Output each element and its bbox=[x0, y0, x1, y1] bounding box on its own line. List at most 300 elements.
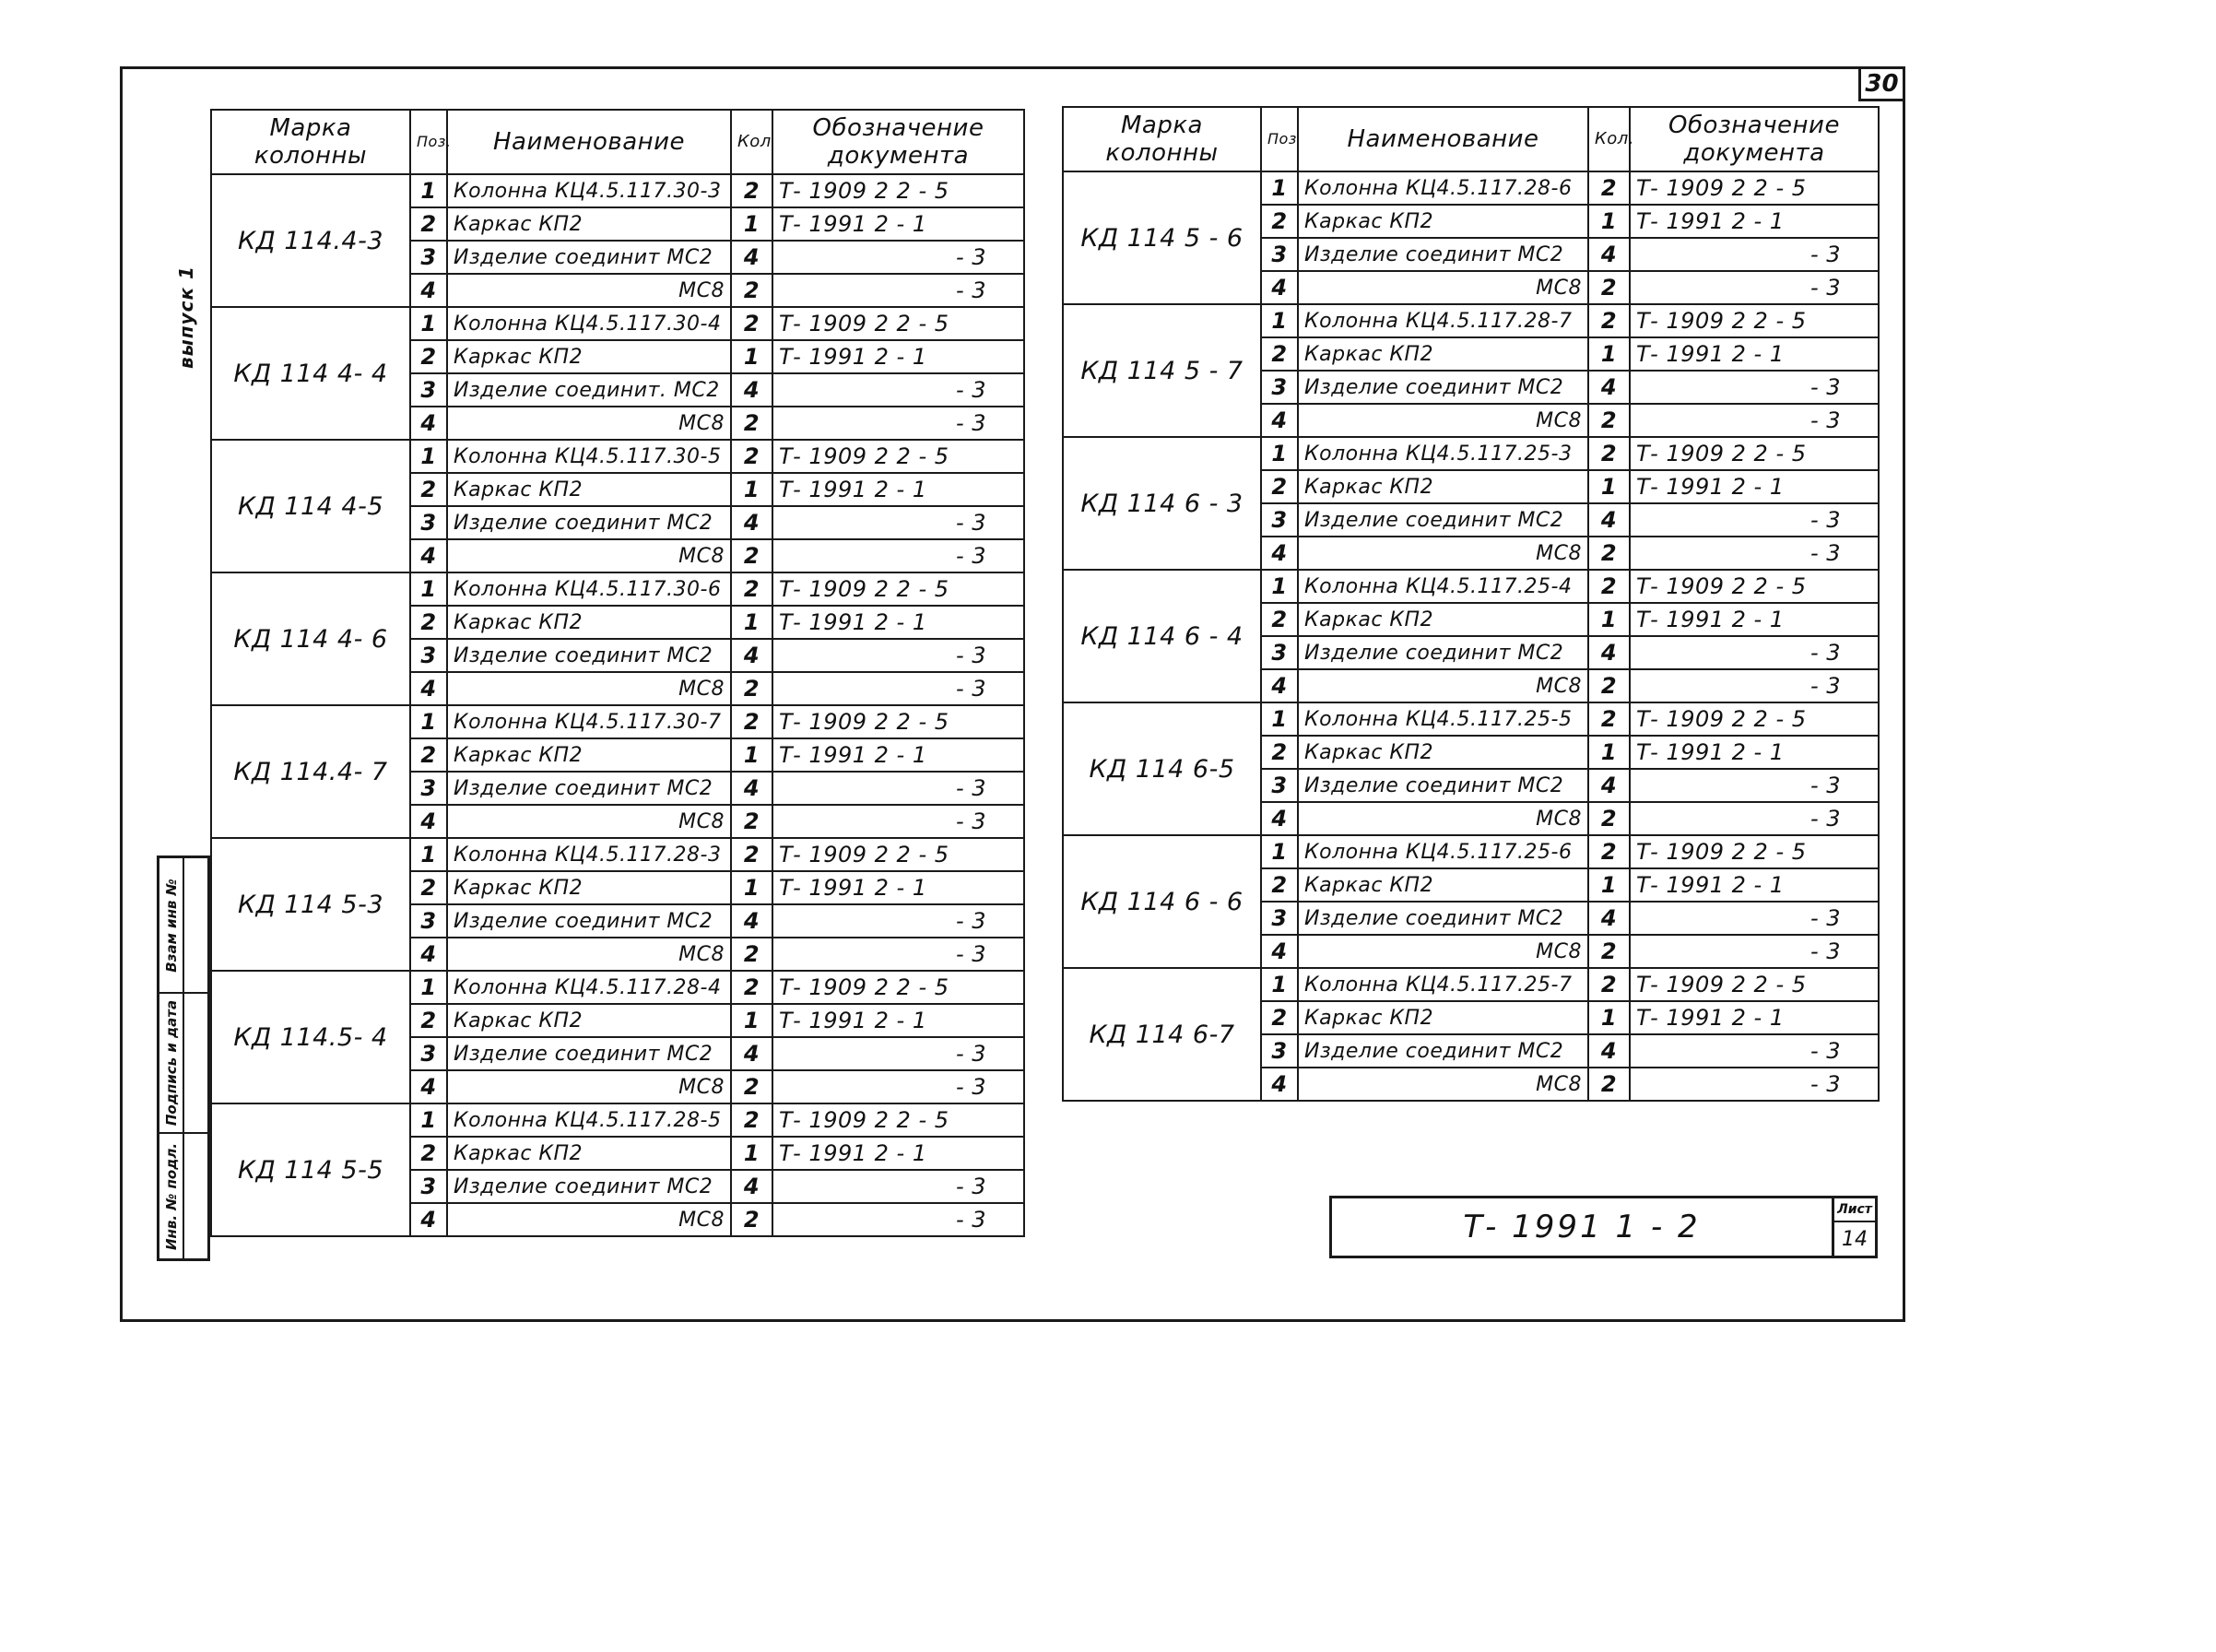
position-number: 3 bbox=[1261, 371, 1298, 404]
item-name: Каркас КП2 bbox=[1298, 470, 1588, 503]
item-name: Изделие соединит МС2 bbox=[1298, 636, 1588, 669]
position-number: 4 bbox=[410, 539, 447, 572]
table-row bbox=[1063, 835, 1879, 868]
item-quantity: 4 bbox=[731, 639, 772, 672]
header-mark: Марка колонны bbox=[1063, 107, 1261, 171]
document-designation: - 3 bbox=[772, 1170, 1024, 1203]
position-number: 4 bbox=[410, 805, 447, 838]
position-number: 3 bbox=[1261, 902, 1298, 935]
item-quantity: 4 bbox=[1588, 371, 1630, 404]
page-number: 30 bbox=[1858, 66, 1905, 101]
column-mark: КД 114 6-5 bbox=[1063, 702, 1261, 835]
position-number: 4 bbox=[1261, 935, 1298, 968]
item-name: Колонна КЦ4.5.117.28-4 bbox=[447, 971, 731, 1004]
item-quantity: 4 bbox=[1588, 1034, 1630, 1068]
table-row bbox=[1063, 437, 1879, 470]
item-name: Каркас КП2 bbox=[1298, 337, 1588, 371]
item-quantity: 2 bbox=[1588, 271, 1630, 304]
position-number: 1 bbox=[1261, 835, 1298, 868]
item-quantity: 2 bbox=[731, 1070, 772, 1103]
item-quantity: 1 bbox=[1588, 205, 1630, 238]
position-number: 1 bbox=[410, 174, 447, 207]
document-designation: - 3 bbox=[1630, 537, 1879, 570]
column-mark: КД 114.4- 7 bbox=[211, 705, 410, 838]
document-designation: Т- 1991 2 - 1 bbox=[772, 473, 1024, 506]
item-name: Колонна КЦ4.5.117.30-7 bbox=[447, 705, 731, 738]
document-designation: Т- 1991 2 - 1 bbox=[772, 606, 1024, 639]
item-quantity: 2 bbox=[1588, 669, 1630, 702]
document-designation: Т- 1909 2 2 - 5 bbox=[772, 307, 1024, 340]
position-number: 1 bbox=[1261, 570, 1298, 603]
position-number: 4 bbox=[410, 938, 447, 971]
item-name: Колонна КЦ4.5.117.25-5 bbox=[1298, 702, 1588, 736]
item-name: Изделие соединит МС2 bbox=[447, 639, 731, 672]
item-name: МС8 bbox=[447, 1203, 731, 1236]
item-name: Колонна КЦ4.5.117.25-6 bbox=[1298, 835, 1588, 868]
column-mark: КД 114 6 - 4 bbox=[1063, 570, 1261, 702]
item-name: Изделие соединит МС2 bbox=[447, 1170, 731, 1203]
item-name: Каркас КП2 bbox=[447, 738, 731, 772]
item-quantity: 1 bbox=[731, 738, 772, 772]
table-row bbox=[1063, 304, 1879, 337]
inv-no-label: Инв. № подл. bbox=[162, 1142, 180, 1250]
document-designation: - 3 bbox=[772, 506, 1024, 539]
table-row bbox=[211, 838, 1024, 871]
document-code: Т- 1991 1 - 2 bbox=[1332, 1198, 1834, 1256]
item-name: МС8 bbox=[1298, 537, 1588, 570]
position-number: 2 bbox=[410, 871, 447, 904]
header-doc: Обозначение документа bbox=[1630, 107, 1879, 171]
right-header-row bbox=[1063, 107, 1879, 171]
item-quantity: 2 bbox=[731, 539, 772, 572]
document-designation: - 3 bbox=[772, 938, 1024, 971]
position-number: 2 bbox=[1261, 868, 1298, 902]
item-quantity: 1 bbox=[1588, 1001, 1630, 1034]
left-specification-table bbox=[210, 109, 1025, 1237]
item-name: МС8 bbox=[1298, 669, 1588, 702]
item-quantity: 2 bbox=[731, 440, 772, 473]
item-quantity: 2 bbox=[1588, 171, 1630, 205]
position-number: 4 bbox=[1261, 404, 1298, 437]
item-name: Колонна КЦ4.5.117.30-5 bbox=[447, 440, 731, 473]
item-quantity: 1 bbox=[731, 606, 772, 639]
document-designation: Т- 1909 2 2 - 5 bbox=[1630, 437, 1879, 470]
table-row bbox=[1063, 171, 1879, 205]
position-number: 2 bbox=[1261, 736, 1298, 769]
right-specification-table bbox=[1062, 106, 1880, 1102]
item-quantity: 4 bbox=[731, 506, 772, 539]
header-pos: Поз. bbox=[410, 110, 447, 174]
item-quantity: 1 bbox=[731, 473, 772, 506]
item-name: МС8 bbox=[447, 539, 731, 572]
replacement-inv-label: Взам инв № bbox=[162, 878, 180, 973]
position-number: 2 bbox=[410, 738, 447, 772]
replacement-inv-value-cell bbox=[184, 858, 207, 994]
sheet-number-box bbox=[1834, 1198, 1875, 1256]
document-designation: Т- 1909 2 2 - 5 bbox=[772, 572, 1024, 606]
item-name: Колонна КЦ4.5.117.28-3 bbox=[447, 838, 731, 871]
item-name: Изделие соединит МС2 bbox=[447, 904, 731, 938]
header-mark: Марка колонны bbox=[211, 110, 410, 174]
item-quantity: 2 bbox=[1588, 1068, 1630, 1101]
document-designation: - 3 bbox=[1630, 271, 1879, 304]
position-number: 1 bbox=[410, 838, 447, 871]
document-designation: Т- 1991 2 - 1 bbox=[1630, 337, 1879, 371]
position-number: 1 bbox=[1261, 304, 1298, 337]
item-quantity: 1 bbox=[1588, 337, 1630, 371]
position-number: 2 bbox=[410, 340, 447, 373]
position-number: 4 bbox=[410, 1203, 447, 1236]
title-block-stamp bbox=[1329, 1196, 1878, 1258]
position-number: 1 bbox=[410, 307, 447, 340]
header-name: Наименование bbox=[1298, 107, 1588, 171]
header-doc: Обозначение документа bbox=[772, 110, 1024, 174]
document-designation: - 3 bbox=[772, 1037, 1024, 1070]
document-designation: Т- 1909 2 2 - 5 bbox=[1630, 968, 1879, 1001]
item-name: Изделие соединит МС2 bbox=[447, 772, 731, 805]
item-quantity: 1 bbox=[731, 1004, 772, 1037]
document-designation: Т- 1909 2 2 - 5 bbox=[1630, 570, 1879, 603]
document-designation: - 3 bbox=[1630, 802, 1879, 835]
column-mark: КД 114.5- 4 bbox=[211, 971, 410, 1103]
item-quantity: 2 bbox=[1588, 437, 1630, 470]
position-number: 4 bbox=[1261, 802, 1298, 835]
table-row bbox=[1063, 570, 1879, 603]
issue-label: выпуск 1 bbox=[175, 266, 197, 369]
column-mark: КД 114 5-5 bbox=[211, 1103, 410, 1236]
column-mark: КД 114 4-5 bbox=[211, 440, 410, 572]
position-number: 2 bbox=[410, 473, 447, 506]
item-name: Изделие соединит МС2 bbox=[447, 506, 731, 539]
header-pos: Поз bbox=[1261, 107, 1298, 171]
position-number: 4 bbox=[1261, 537, 1298, 570]
item-quantity: 4 bbox=[1588, 238, 1630, 271]
document-designation: Т- 1909 2 2 - 5 bbox=[1630, 835, 1879, 868]
document-designation: Т- 1909 2 2 - 5 bbox=[772, 971, 1024, 1004]
position-number: 1 bbox=[410, 1103, 447, 1137]
replacement-inv-label-cell bbox=[159, 858, 183, 994]
inv-no-value-cell bbox=[184, 1134, 207, 1258]
item-quantity: 1 bbox=[1588, 868, 1630, 902]
column-mark: КД 114 6 - 3 bbox=[1063, 437, 1261, 570]
document-designation: - 3 bbox=[772, 373, 1024, 407]
item-quantity: 2 bbox=[731, 174, 772, 207]
document-designation: Т- 1909 2 2 - 5 bbox=[1630, 171, 1879, 205]
item-quantity: 4 bbox=[731, 772, 772, 805]
item-quantity: 2 bbox=[731, 572, 772, 606]
document-designation: - 3 bbox=[1630, 669, 1879, 702]
item-quantity: 1 bbox=[731, 1137, 772, 1170]
item-quantity: 1 bbox=[1588, 603, 1630, 636]
position-number: 1 bbox=[410, 572, 447, 606]
document-designation: - 3 bbox=[1630, 404, 1879, 437]
item-name: Изделие соединит МС2 bbox=[1298, 902, 1588, 935]
item-name: МС8 bbox=[1298, 802, 1588, 835]
table-row bbox=[211, 440, 1024, 473]
side-stamp-labels-column bbox=[159, 858, 183, 1258]
document-designation: Т- 1909 2 2 - 5 bbox=[1630, 702, 1879, 736]
position-number: 2 bbox=[410, 1004, 447, 1037]
item-name: Каркас КП2 bbox=[447, 473, 731, 506]
item-quantity: 2 bbox=[1588, 835, 1630, 868]
header-qty: Кол. bbox=[1588, 107, 1630, 171]
item-name: Колонна КЦ4.5.117.30-4 bbox=[447, 307, 731, 340]
item-quantity: 2 bbox=[731, 805, 772, 838]
document-designation: - 3 bbox=[1630, 1068, 1879, 1101]
position-number: 3 bbox=[410, 506, 447, 539]
position-number: 4 bbox=[1261, 271, 1298, 304]
position-number: 2 bbox=[410, 1137, 447, 1170]
item-name: Изделие соединит МС2 bbox=[1298, 769, 1588, 802]
column-mark: КД 114 4- 6 bbox=[211, 572, 410, 705]
item-quantity: 2 bbox=[731, 307, 772, 340]
item-name: Колонна КЦ4.5.117.30-3 bbox=[447, 174, 731, 207]
table-row bbox=[1063, 968, 1879, 1001]
position-number: 2 bbox=[1261, 470, 1298, 503]
column-mark: КД 114 5-3 bbox=[211, 838, 410, 971]
item-name: Каркас КП2 bbox=[1298, 1001, 1588, 1034]
item-name: Колонна КЦ4.5.117.30-6 bbox=[447, 572, 731, 606]
document-designation: - 3 bbox=[772, 241, 1024, 274]
position-number: 1 bbox=[410, 440, 447, 473]
item-quantity: 2 bbox=[1588, 702, 1630, 736]
document-designation: Т- 1991 2 - 1 bbox=[772, 340, 1024, 373]
side-stamp bbox=[157, 856, 210, 1261]
position-number: 1 bbox=[410, 705, 447, 738]
document-designation: Т- 1991 2 - 1 bbox=[1630, 736, 1879, 769]
document-designation: Т- 1991 2 - 1 bbox=[1630, 470, 1879, 503]
position-number: 2 bbox=[410, 207, 447, 241]
item-quantity: 1 bbox=[731, 207, 772, 241]
document-designation: - 3 bbox=[772, 407, 1024, 440]
item-quantity: 1 bbox=[1588, 736, 1630, 769]
item-name: Изделие соединит МС2 bbox=[1298, 371, 1588, 404]
table-row bbox=[211, 174, 1024, 207]
column-mark: КД 114.4-3 bbox=[211, 174, 410, 307]
item-quantity: 2 bbox=[731, 1103, 772, 1137]
item-quantity: 2 bbox=[1588, 570, 1630, 603]
document-designation: Т- 1991 2 - 1 bbox=[1630, 1001, 1879, 1034]
document-designation: Т- 1991 2 - 1 bbox=[772, 871, 1024, 904]
sheet-label: Лист bbox=[1834, 1198, 1875, 1222]
item-name: Изделие соединит МС2 bbox=[1298, 238, 1588, 271]
document-designation: - 3 bbox=[772, 539, 1024, 572]
item-name: Каркас КП2 bbox=[447, 606, 731, 639]
item-name: Каркас КП2 bbox=[1298, 868, 1588, 902]
item-name: Колонна КЦ4.5.117.28-5 bbox=[447, 1103, 731, 1137]
item-name: Каркас КП2 bbox=[447, 871, 731, 904]
item-name: МС8 bbox=[447, 1070, 731, 1103]
document-designation: Т- 1991 2 - 1 bbox=[1630, 868, 1879, 902]
item-quantity: 2 bbox=[731, 672, 772, 705]
table-row bbox=[1063, 702, 1879, 736]
item-quantity: 2 bbox=[731, 971, 772, 1004]
document-designation: - 3 bbox=[772, 1070, 1024, 1103]
table-row bbox=[211, 705, 1024, 738]
side-stamp-values-column bbox=[183, 858, 207, 1258]
item-name: Каркас КП2 bbox=[447, 1137, 731, 1170]
item-name: Изделие соединит МС2 bbox=[1298, 1034, 1588, 1068]
position-number: 4 bbox=[410, 1070, 447, 1103]
position-number: 2 bbox=[410, 606, 447, 639]
item-quantity: 2 bbox=[731, 938, 772, 971]
item-name: Колонна КЦ4.5.117.28-7 bbox=[1298, 304, 1588, 337]
position-number: 2 bbox=[1261, 337, 1298, 371]
document-designation: - 3 bbox=[772, 904, 1024, 938]
item-quantity: 4 bbox=[731, 373, 772, 407]
position-number: 1 bbox=[410, 971, 447, 1004]
position-number: 3 bbox=[410, 373, 447, 407]
document-designation: - 3 bbox=[772, 772, 1024, 805]
position-number: 4 bbox=[410, 407, 447, 440]
signature-date-label: Подпись и дата bbox=[162, 999, 180, 1127]
item-quantity: 2 bbox=[1588, 404, 1630, 437]
item-name: МС8 bbox=[1298, 271, 1588, 304]
column-mark: КД 114 6-7 bbox=[1063, 968, 1261, 1101]
document-designation: - 3 bbox=[1630, 769, 1879, 802]
item-name: Колонна КЦ4.5.117.25-3 bbox=[1298, 437, 1588, 470]
item-quantity: 2 bbox=[731, 1203, 772, 1236]
item-quantity: 4 bbox=[731, 241, 772, 274]
item-name: МС8 bbox=[1298, 935, 1588, 968]
item-name: Каркас КП2 bbox=[1298, 603, 1588, 636]
item-name: Изделие соединит МС2 bbox=[447, 1037, 731, 1070]
document-designation: Т- 1991 2 - 1 bbox=[1630, 603, 1879, 636]
item-quantity: 4 bbox=[731, 904, 772, 938]
position-number: 3 bbox=[410, 1037, 447, 1070]
item-quantity: 1 bbox=[731, 340, 772, 373]
item-quantity: 4 bbox=[1588, 769, 1630, 802]
position-number: 3 bbox=[410, 904, 447, 938]
position-number: 3 bbox=[1261, 503, 1298, 537]
inv-no-label-cell bbox=[159, 1134, 183, 1258]
item-name: МС8 bbox=[447, 938, 731, 971]
item-name: МС8 bbox=[1298, 404, 1588, 437]
document-designation: Т- 1909 2 2 - 5 bbox=[772, 838, 1024, 871]
item-name: Колонна КЦ4.5.117.28-6 bbox=[1298, 171, 1588, 205]
item-quantity: 2 bbox=[1588, 802, 1630, 835]
item-quantity: 1 bbox=[1588, 470, 1630, 503]
document-designation: - 3 bbox=[1630, 1034, 1879, 1068]
document-designation: Т- 1991 2 - 1 bbox=[772, 1004, 1024, 1037]
document-designation: - 3 bbox=[772, 274, 1024, 307]
table-row bbox=[211, 572, 1024, 606]
document-designation: Т- 1909 2 2 - 5 bbox=[1630, 304, 1879, 337]
position-number: 1 bbox=[1261, 702, 1298, 736]
document-designation: - 3 bbox=[1630, 371, 1879, 404]
position-number: 4 bbox=[410, 274, 447, 307]
table-row bbox=[211, 1103, 1024, 1137]
item-name: Колонна КЦ4.5.117.25-4 bbox=[1298, 570, 1588, 603]
item-name: Каркас КП2 bbox=[1298, 205, 1588, 238]
item-name: Каркас КП2 bbox=[447, 1004, 731, 1037]
item-quantity: 2 bbox=[731, 274, 772, 307]
document-designation: - 3 bbox=[772, 1203, 1024, 1236]
item-name: Изделие соединит МС2 bbox=[1298, 503, 1588, 537]
signature-date-label-cell bbox=[159, 994, 183, 1134]
position-number: 4 bbox=[1261, 1068, 1298, 1101]
item-quantity: 2 bbox=[731, 407, 772, 440]
position-number: 3 bbox=[410, 772, 447, 805]
column-mark: КД 114 4- 4 bbox=[211, 307, 410, 440]
position-number: 3 bbox=[1261, 769, 1298, 802]
column-mark: КД 114 5 - 6 bbox=[1063, 171, 1261, 304]
position-number: 3 bbox=[410, 241, 447, 274]
item-name: Каркас КП2 bbox=[1298, 736, 1588, 769]
document-designation: - 3 bbox=[1630, 902, 1879, 935]
position-number: 4 bbox=[410, 672, 447, 705]
table-row bbox=[211, 971, 1024, 1004]
item-quantity: 2 bbox=[731, 838, 772, 871]
position-number: 3 bbox=[410, 1170, 447, 1203]
item-quantity: 2 bbox=[731, 705, 772, 738]
document-designation: Т- 1909 2 2 - 5 bbox=[772, 705, 1024, 738]
position-number: 1 bbox=[1261, 437, 1298, 470]
position-number: 2 bbox=[1261, 1001, 1298, 1034]
document-designation: Т- 1991 2 - 1 bbox=[772, 738, 1024, 772]
item-quantity: 4 bbox=[1588, 636, 1630, 669]
item-name: Изделие соединит. МС2 bbox=[447, 373, 731, 407]
document-designation: - 3 bbox=[1630, 503, 1879, 537]
position-number: 3 bbox=[1261, 1034, 1298, 1068]
document-designation: - 3 bbox=[772, 672, 1024, 705]
item-name: МС8 bbox=[1298, 1068, 1588, 1101]
item-name: МС8 bbox=[447, 407, 731, 440]
sheet-value: 14 bbox=[1842, 1227, 1868, 1251]
document-designation: Т- 1909 2 2 - 5 bbox=[772, 1103, 1024, 1137]
item-quantity: 4 bbox=[1588, 902, 1630, 935]
document-designation: Т- 1991 2 - 1 bbox=[772, 1137, 1024, 1170]
document-designation: Т- 1909 2 2 - 5 bbox=[772, 440, 1024, 473]
position-number: 3 bbox=[410, 639, 447, 672]
left-header-row bbox=[211, 110, 1024, 174]
item-quantity: 2 bbox=[1588, 537, 1630, 570]
item-name: Колонна КЦ4.5.117.25-7 bbox=[1298, 968, 1588, 1001]
item-quantity: 4 bbox=[731, 1037, 772, 1070]
position-number: 1 bbox=[1261, 171, 1298, 205]
document-designation: Т- 1991 2 - 1 bbox=[1630, 205, 1879, 238]
document-designation: Т- 1991 2 - 1 bbox=[772, 207, 1024, 241]
item-quantity: 1 bbox=[731, 871, 772, 904]
position-number: 2 bbox=[1261, 603, 1298, 636]
item-name: Каркас КП2 bbox=[447, 340, 731, 373]
item-quantity: 4 bbox=[1588, 503, 1630, 537]
item-name: Изделие соединит МС2 bbox=[447, 241, 731, 274]
item-name: МС8 bbox=[447, 274, 731, 307]
document-designation: - 3 bbox=[1630, 935, 1879, 968]
document-designation: - 3 bbox=[1630, 636, 1879, 669]
document-designation: - 3 bbox=[772, 639, 1024, 672]
position-number: 3 bbox=[1261, 636, 1298, 669]
document-designation: - 3 bbox=[772, 805, 1024, 838]
item-quantity: 4 bbox=[731, 1170, 772, 1203]
item-name: МС8 bbox=[447, 672, 731, 705]
signature-date-value-cell bbox=[184, 994, 207, 1134]
position-number: 4 bbox=[1261, 669, 1298, 702]
position-number: 3 bbox=[1261, 238, 1298, 271]
column-mark: КД 114 6 - 6 bbox=[1063, 835, 1261, 968]
position-number: 1 bbox=[1261, 968, 1298, 1001]
document-designation: Т- 1909 2 2 - 5 bbox=[772, 174, 1024, 207]
header-qty: Кол bbox=[731, 110, 772, 174]
header-name: Наименование bbox=[447, 110, 731, 174]
document-designation: - 3 bbox=[1630, 238, 1879, 271]
table-row bbox=[211, 307, 1024, 340]
item-quantity: 2 bbox=[1588, 935, 1630, 968]
item-name: МС8 bbox=[447, 805, 731, 838]
item-quantity: 2 bbox=[1588, 304, 1630, 337]
item-quantity: 2 bbox=[1588, 968, 1630, 1001]
